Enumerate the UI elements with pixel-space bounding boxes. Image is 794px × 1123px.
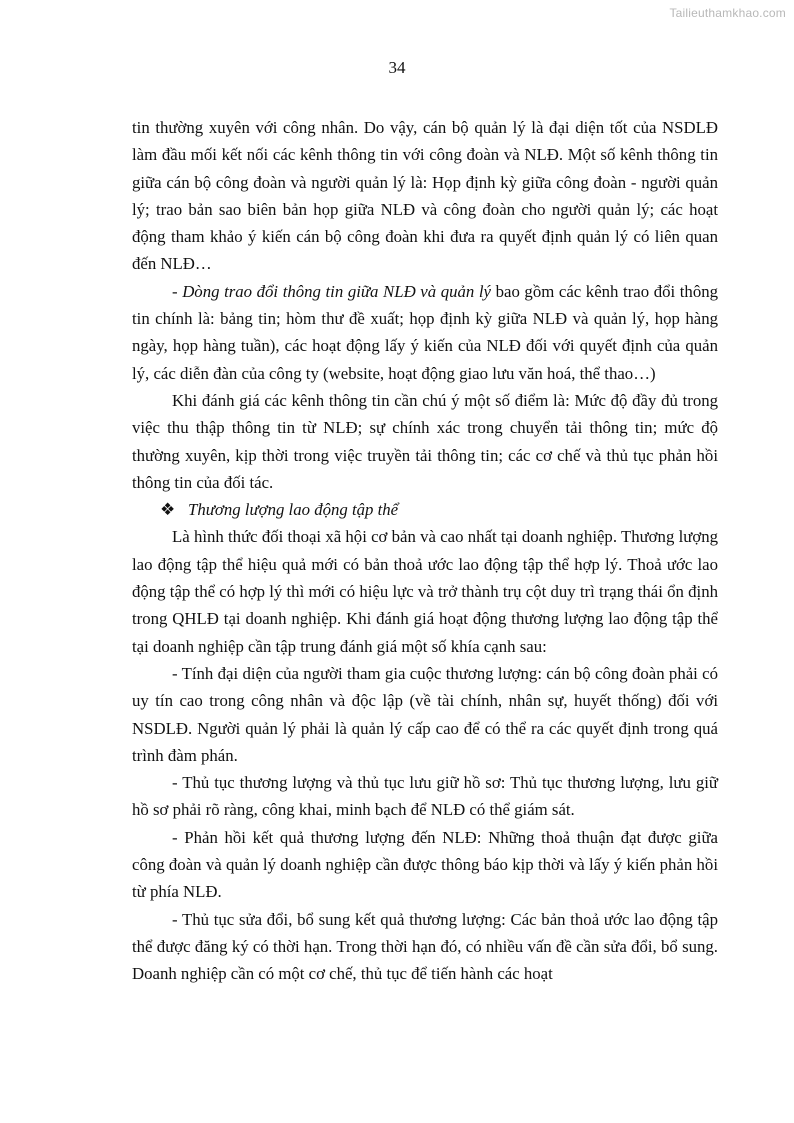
paragraph-communication-channels: tin thường xuyên với công nhân. Do vậy, cán bộ quản lý là đại diện tốt của NSDLĐ làm đầu mối kết nối các kênh thông tin với công đoàn và NLĐ. Một số kênh thông tin giữa cán bộ công đoàn và người quản lý là: Họp định kỳ giữa công đoàn - người quản lý; trao bản sao biên bản họp giữa NLĐ và công đoàn cho người quản lý; các hoạt động tham khảo ý kiến cán bộ công đoàn khi đưa ra quyết định quản lý có liên quan đến NLĐ… [132, 118, 718, 274]
paragraph-lead-italic: - Dòng trao đổi thông tin giữa NLĐ và quản lý [172, 281, 491, 301]
paragraph-worker-management-flow [132, 278, 718, 387]
list-item-feedback: - Phản hồi kết quả thương lượng đến NLĐ: Những thoả thuận đạt được giữa công đoàn và quản lý doanh nghiệp cần được thông báo kịp thời và lấy ý kiến phản hồi từ phía NLĐ. [132, 827, 718, 902]
paragraph-collective-bargaining: Là hình thức đối thoại xã hội cơ bản và cao nhất tại doanh nghiệp. Thương lượng lao động tập thể hiệu quả mới có bản thoả ước lao động tập thể hợp lý. Thoả ước lao động tập thể có hợp lý thì mới có hiệu lực và trở thành trụ cột duy trì trạng thái ổn định trong QHLĐ tại doanh nghiệp. Khi đánh giá hoạt động thương lượng lao động tập thể tại doanh nghiệp cần tập trung đánh giá một số khía cạnh sau: [132, 527, 718, 656]
list-item-amendment: - Thủ tục sửa đổi, bổ sung kết quả thương lượng: Các bản thoả ước lao động tập thể được đăng ký có thời hạn. Trong thời hạn đó, có nhiều vấn đề cần sửa đổi, bổ sung. Doanh nghiệp cần có một cơ chế, thủ tục để tiến hành các hoạt [132, 909, 718, 984]
list-item-representation: - Tính đại diện của người tham gia cuộc thương lượng: cán bộ công đoàn phải có uy tín cao trong công nhân và độc lập (về tài chính, nhân sự, huyết thống) đối với NSDLĐ. Người quản lý phải là quản lý cấp cao để có thể ra các quyết định trong quá trình đàm phán. [132, 663, 718, 765]
section-heading-text: Thương lượng lao động tập thể [188, 500, 399, 520]
section-heading [132, 496, 718, 523]
paragraph-body: bao gồm các kênh trao đổi thông tin chính là: bảng tin; hòm thư đề xuất; họp định kỳ giữa NLĐ và quản lý, họp hàng ngày, họp hàng tuần), các hoạt động lấy ý kiến của NLĐ đối với quyết định của quản lý, các diễn đàn của công ty (website, hoạt động giao lưu văn hoá, thể thao…) [132, 281, 718, 383]
page-number: 34 [388, 58, 406, 77]
document-body [132, 114, 718, 988]
paragraph-evaluation-criteria: Khi đánh giá các kênh thông tin cần chú ý một số điểm là: Mức độ đầy đủ trong việc thu thập thông tin từ NLĐ; sự chính xác trong chuyển tải thông tin; mức độ thường xuyên, kịp thời trong việc truyền tải thông tin; các cơ chế và thủ tục phản hồi thông tin của đối tác. [132, 390, 718, 492]
list-item-procedures: - Thủ tục thương lượng và thủ tục lưu giữ hồ sơ: Thủ tục thương lượng, lưu giữ hồ sơ phải rõ ràng, công khai, minh bạch để NLĐ có thể giám sát. [132, 773, 718, 820]
watermark: Tailieuthamkhao.com [669, 6, 786, 20]
diamond-bullet-icon: ❖ [160, 500, 176, 520]
